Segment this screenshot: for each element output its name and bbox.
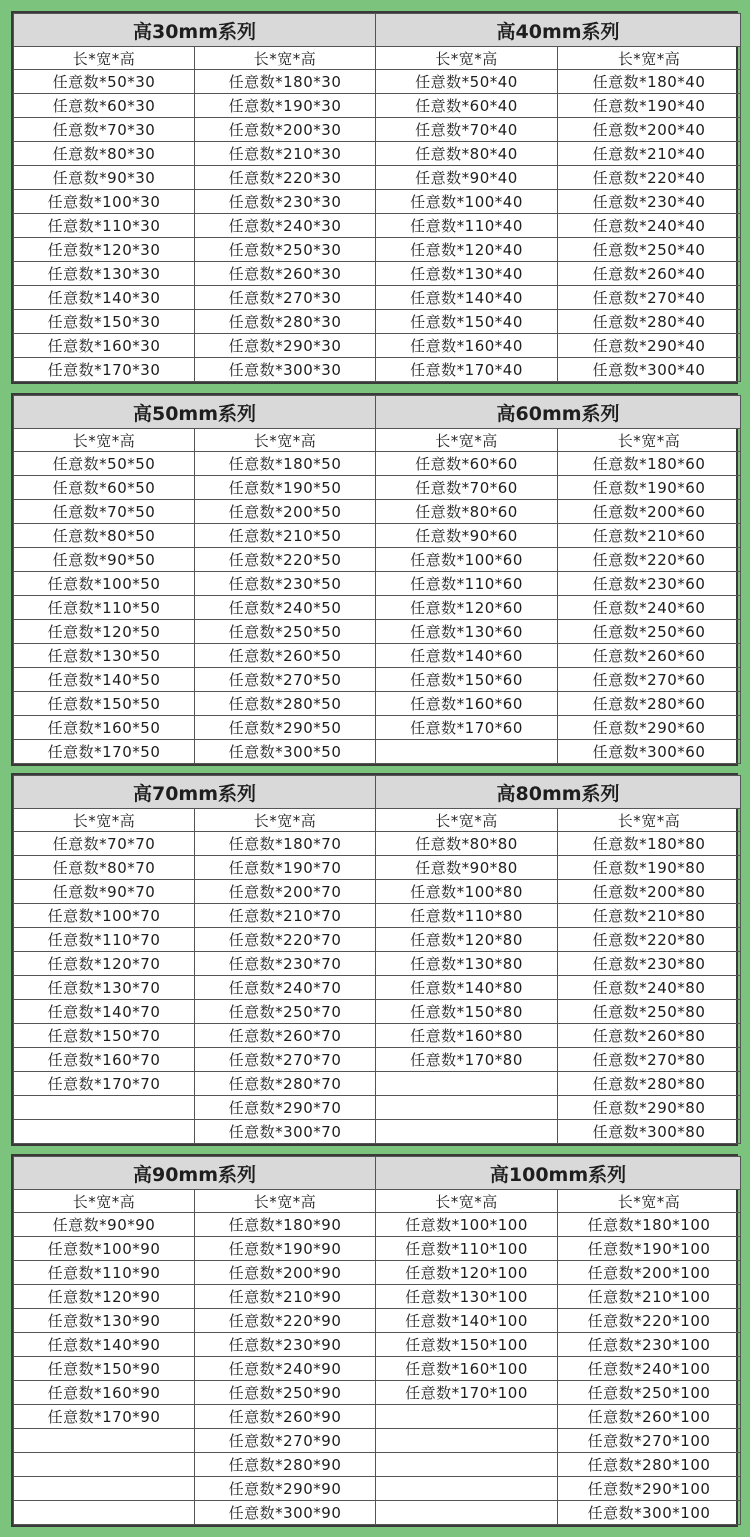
column-header: 长*宽*高 [14,47,195,70]
size-cell: 任意数*230*40 [558,190,741,214]
size-cell: 任意数*100*40 [376,190,558,214]
table-row [14,1261,741,1285]
size-cell: 任意数*120*100 [376,1261,558,1285]
size-cell: 任意数*150*50 [14,692,195,716]
size-cell: 任意数*210*30 [195,142,376,166]
size-cell: 任意数*200*50 [195,500,376,524]
series-title: 高30mm系列 [14,14,376,47]
size-cell: 任意数*290*50 [195,716,376,740]
size-cell: 任意数*300*70 [195,1120,376,1144]
size-cell: 任意数*220*30 [195,166,376,190]
size-cell: 任意数*160*70 [14,1048,195,1072]
size-cell: 任意数*230*90 [195,1333,376,1357]
size-cell: 任意数*210*40 [558,142,741,166]
size-cell: 任意数*90*80 [376,856,558,880]
size-cell [14,1096,195,1120]
size-cell: 任意数*230*80 [558,952,741,976]
size-cell: 任意数*200*70 [195,880,376,904]
size-cell: 任意数*100*90 [14,1237,195,1261]
size-cell: 任意数*260*50 [195,644,376,668]
size-cell: 任意数*290*40 [558,334,741,358]
size-cell: 任意数*140*30 [14,286,195,310]
table-row [14,1333,741,1357]
size-cell: 任意数*270*40 [558,286,741,310]
size-cell: 任意数*220*80 [558,928,741,952]
column-header: 长*宽*高 [195,429,376,452]
table-row [14,334,741,358]
size-cell: 任意数*130*40 [376,262,558,286]
column-header: 长*宽*高 [14,1190,195,1213]
size-cell: 任意数*290*60 [558,716,741,740]
size-cell: 任意数*250*90 [195,1381,376,1405]
table-row [14,904,741,928]
size-cell: 任意数*100*60 [376,548,558,572]
column-header: 长*宽*高 [14,429,195,452]
size-cell [14,1477,195,1501]
size-cell: 任意数*70*40 [376,118,558,142]
size-cell: 任意数*190*100 [558,1237,741,1261]
size-cell: 任意数*260*70 [195,1024,376,1048]
size-cell: 任意数*90*30 [14,166,195,190]
size-cell: 任意数*90*60 [376,524,558,548]
size-cell: 任意数*210*70 [195,904,376,928]
size-cell: 任意数*230*70 [195,952,376,976]
size-cell: 任意数*280*90 [195,1453,376,1477]
size-cell: 任意数*140*90 [14,1333,195,1357]
size-cell: 任意数*280*30 [195,310,376,334]
size-cell: 任意数*250*100 [558,1381,741,1405]
size-cell: 任意数*240*50 [195,596,376,620]
size-cell: 任意数*300*30 [195,358,376,382]
size-cell: 任意数*260*90 [195,1405,376,1429]
size-cell: 任意数*190*60 [558,476,741,500]
column-header: 长*宽*高 [558,47,741,70]
table-row [14,70,741,94]
size-cell: 任意数*120*70 [14,952,195,976]
size-cell: 任意数*160*90 [14,1381,195,1405]
size-cell: 任意数*70*30 [14,118,195,142]
size-cell: 任意数*60*30 [14,94,195,118]
size-cell: 任意数*300*40 [558,358,741,382]
column-header: 长*宽*高 [376,809,558,832]
size-cell: 任意数*170*50 [14,740,195,764]
size-cell: 任意数*220*70 [195,928,376,952]
size-cell: 任意数*180*80 [558,832,741,856]
size-cell: 任意数*300*100 [558,1501,741,1525]
size-cell: 任意数*210*50 [195,524,376,548]
size-cell: 任意数*50*40 [376,70,558,94]
table-row [14,452,741,476]
size-cell: 任意数*240*80 [558,976,741,1000]
size-cell [376,1501,558,1525]
size-cell: 任意数*120*80 [376,928,558,952]
size-cell: 任意数*140*50 [14,668,195,692]
table-row [14,668,741,692]
size-cell: 任意数*260*30 [195,262,376,286]
size-cell: 任意数*270*80 [558,1048,741,1072]
table-row [14,262,741,286]
table-row [14,644,741,668]
size-cell: 任意数*170*80 [376,1048,558,1072]
size-cell: 任意数*280*50 [195,692,376,716]
table-row [14,286,741,310]
size-cell: 任意数*260*40 [558,262,741,286]
size-cell: 任意数*240*70 [195,976,376,1000]
size-cell: 任意数*190*90 [195,1237,376,1261]
table-row [14,118,741,142]
table-row [14,596,741,620]
table-row [14,1381,741,1405]
size-cell: 任意数*220*50 [195,548,376,572]
size-cell: 任意数*220*100 [558,1309,741,1333]
size-cell: 任意数*130*90 [14,1309,195,1333]
size-cell: 任意数*180*70 [195,832,376,856]
size-cell: 任意数*170*90 [14,1405,195,1429]
size-cell: 任意数*210*60 [558,524,741,548]
size-cell: 任意数*140*70 [14,1000,195,1024]
size-cell: 任意数*170*100 [376,1381,558,1405]
series-title: 高60mm系列 [376,396,741,429]
table-row [14,238,741,262]
size-cell: 任意数*150*80 [376,1000,558,1024]
series-title: 高90mm系列 [14,1157,376,1190]
series-block-4 [11,1154,738,1527]
table-row [14,1072,741,1096]
size-cell: 任意数*110*60 [376,572,558,596]
table-row [14,142,741,166]
size-cell: 任意数*160*30 [14,334,195,358]
size-cell: 任意数*170*70 [14,1072,195,1096]
size-cell: 任意数*180*100 [558,1213,741,1237]
size-cell: 任意数*150*100 [376,1333,558,1357]
size-cell: 任意数*250*80 [558,1000,741,1024]
size-cell: 任意数*220*60 [558,548,741,572]
size-cell: 任意数*80*40 [376,142,558,166]
size-cell: 任意数*250*30 [195,238,376,262]
size-cell: 任意数*180*60 [558,452,741,476]
size-cell: 任意数*80*80 [376,832,558,856]
size-cell: 任意数*280*40 [558,310,741,334]
size-cell: 任意数*150*70 [14,1024,195,1048]
table-row [14,1237,741,1261]
size-cell: 任意数*100*70 [14,904,195,928]
table-row [14,1213,741,1237]
size-cell: 任意数*110*100 [376,1237,558,1261]
size-cell: 任意数*90*50 [14,548,195,572]
size-cell: 任意数*150*60 [376,668,558,692]
size-cell: 任意数*130*70 [14,976,195,1000]
table-row [14,166,741,190]
size-cell: 任意数*200*60 [558,500,741,524]
table-row [14,476,741,500]
table-row [14,358,741,382]
size-cell: 任意数*180*30 [195,70,376,94]
size-cell: 任意数*270*90 [195,1429,376,1453]
table-row [14,692,741,716]
column-header: 长*宽*高 [195,809,376,832]
size-cell: 任意数*120*40 [376,238,558,262]
table-row [14,1285,741,1309]
size-cell: 任意数*300*60 [558,740,741,764]
size-cell: 任意数*190*70 [195,856,376,880]
table-row [14,1429,741,1453]
column-header: 长*宽*高 [376,1190,558,1213]
size-cell: 任意数*220*40 [558,166,741,190]
size-cell [376,1405,558,1429]
size-cell: 任意数*290*70 [195,1096,376,1120]
table-row [14,214,741,238]
size-cell: 任意数*280*70 [195,1072,376,1096]
size-cell: 任意数*90*40 [376,166,558,190]
size-cell: 任意数*240*100 [558,1357,741,1381]
column-header: 长*宽*高 [558,809,741,832]
size-cell: 任意数*250*40 [558,238,741,262]
size-cell: 任意数*50*50 [14,452,195,476]
table-row [14,1453,741,1477]
size-cell: 任意数*80*70 [14,856,195,880]
size-cell: 任意数*200*30 [195,118,376,142]
size-cell [14,1501,195,1525]
series-table [13,775,741,1144]
size-cell: 任意数*160*40 [376,334,558,358]
size-cell: 任意数*200*90 [195,1261,376,1285]
table-row [14,1405,741,1429]
size-cell: 任意数*290*80 [558,1096,741,1120]
table-row [14,310,741,334]
series-title: 高100mm系列 [376,1157,741,1190]
size-cell: 任意数*80*50 [14,524,195,548]
size-cell: 任意数*190*40 [558,94,741,118]
size-cell: 任意数*210*100 [558,1285,741,1309]
column-header: 长*宽*高 [376,47,558,70]
size-cell: 任意数*240*30 [195,214,376,238]
size-cell: 任意数*230*50 [195,572,376,596]
size-cell: 任意数*210*90 [195,1285,376,1309]
column-header: 长*宽*高 [558,429,741,452]
table-row [14,1120,741,1144]
series-block-3 [11,773,738,1146]
size-cell: 任意数*230*100 [558,1333,741,1357]
table-row [14,1477,741,1501]
size-cell: 任意数*290*100 [558,1477,741,1501]
size-cell: 任意数*240*60 [558,596,741,620]
table-row [14,740,741,764]
size-cell: 任意数*280*80 [558,1072,741,1096]
size-cell: 任意数*180*90 [195,1213,376,1237]
size-cell [376,1477,558,1501]
size-cell: 任意数*190*30 [195,94,376,118]
size-cell: 任意数*160*80 [376,1024,558,1048]
size-cell [14,1120,195,1144]
size-cell: 任意数*240*40 [558,214,741,238]
size-cell: 任意数*190*50 [195,476,376,500]
size-cell: 任意数*110*50 [14,596,195,620]
size-cell: 任意数*250*50 [195,620,376,644]
size-cell: 任意数*110*90 [14,1261,195,1285]
size-cell: 任意数*70*70 [14,832,195,856]
size-cell: 任意数*260*100 [558,1405,741,1429]
column-header: 长*宽*高 [195,1190,376,1213]
size-cell: 任意数*280*100 [558,1453,741,1477]
size-cell: 任意数*100*100 [376,1213,558,1237]
table-row [14,620,741,644]
size-cell: 任意数*70*50 [14,500,195,524]
series-block-1 [11,11,738,384]
size-cell: 任意数*70*60 [376,476,558,500]
size-cell [376,740,558,764]
table-row [14,1024,741,1048]
size-cell: 任意数*90*90 [14,1213,195,1237]
table-row [14,1096,741,1120]
size-cell: 任意数*300*90 [195,1501,376,1525]
table-row [14,94,741,118]
size-cell [376,1429,558,1453]
series-table [13,1156,741,1525]
table-row [14,1501,741,1525]
size-cell: 任意数*160*100 [376,1357,558,1381]
size-cell: 任意数*160*60 [376,692,558,716]
size-cell: 任意数*200*100 [558,1261,741,1285]
size-cell [376,1120,558,1144]
table-row [14,548,741,572]
size-cell: 任意数*100*50 [14,572,195,596]
size-cell: 任意数*140*80 [376,976,558,1000]
size-cell: 任意数*300*80 [558,1120,741,1144]
table-row [14,832,741,856]
size-cell: 任意数*270*30 [195,286,376,310]
column-header: 长*宽*高 [195,47,376,70]
size-cell: 任意数*120*60 [376,596,558,620]
size-cell [376,1096,558,1120]
size-cell: 任意数*250*70 [195,1000,376,1024]
table-row [14,856,741,880]
size-cell: 任意数*290*30 [195,334,376,358]
size-cell: 任意数*150*30 [14,310,195,334]
table-row [14,500,741,524]
size-cell: 任意数*260*60 [558,644,741,668]
size-cell: 任意数*230*30 [195,190,376,214]
size-cell: 任意数*130*80 [376,952,558,976]
size-cell: 任意数*150*90 [14,1357,195,1381]
size-cell: 任意数*60*40 [376,94,558,118]
size-cell: 任意数*270*70 [195,1048,376,1072]
size-cell: 任意数*290*90 [195,1477,376,1501]
size-cell: 任意数*130*60 [376,620,558,644]
size-cell [376,1453,558,1477]
table-row [14,716,741,740]
size-cell: 任意数*250*60 [558,620,741,644]
size-cell: 任意数*200*40 [558,118,741,142]
size-cell: 任意数*100*30 [14,190,195,214]
size-cell: 任意数*260*80 [558,1024,741,1048]
table-row [14,928,741,952]
size-cell: 任意数*140*40 [376,286,558,310]
size-cell: 任意数*130*30 [14,262,195,286]
table-row [14,1000,741,1024]
size-cell: 任意数*270*60 [558,668,741,692]
series-title: 高40mm系列 [376,14,741,47]
size-cell: 任意数*80*60 [376,500,558,524]
size-cell: 任意数*180*50 [195,452,376,476]
table-row [14,572,741,596]
size-cell: 任意数*190*80 [558,856,741,880]
size-cell: 任意数*280*60 [558,692,741,716]
size-cell: 任意数*120*30 [14,238,195,262]
size-cell: 任意数*170*40 [376,358,558,382]
size-cell: 任意数*150*40 [376,310,558,334]
size-cell: 任意数*90*70 [14,880,195,904]
column-header: 长*宽*高 [376,429,558,452]
size-cell: 任意数*110*80 [376,904,558,928]
size-cell: 任意数*140*100 [376,1309,558,1333]
table-row [14,1309,741,1333]
size-cell: 任意数*170*30 [14,358,195,382]
size-cell: 任意数*80*30 [14,142,195,166]
size-cell: 任意数*120*90 [14,1285,195,1309]
size-cell: 任意数*170*60 [376,716,558,740]
series-block-2 [11,393,738,766]
size-cell: 任意数*130*100 [376,1285,558,1309]
size-cell: 任意数*110*70 [14,928,195,952]
table-row [14,524,741,548]
table-row [14,1357,741,1381]
size-cell: 任意数*140*60 [376,644,558,668]
size-cell [14,1453,195,1477]
size-cell: 任意数*110*40 [376,214,558,238]
size-cell: 任意数*110*30 [14,214,195,238]
table-row [14,190,741,214]
size-cell: 任意数*100*80 [376,880,558,904]
size-cell: 任意数*60*50 [14,476,195,500]
size-cell [376,1072,558,1096]
size-cell: 任意数*230*60 [558,572,741,596]
size-cell: 任意数*50*30 [14,70,195,94]
series-title: 高50mm系列 [14,396,376,429]
column-header: 长*宽*高 [558,1190,741,1213]
column-header: 长*宽*高 [14,809,195,832]
size-cell: 任意数*220*90 [195,1309,376,1333]
table-row [14,1048,741,1072]
size-cell [14,1429,195,1453]
series-table [13,13,741,382]
size-cell: 任意数*240*90 [195,1357,376,1381]
size-cell: 任意数*120*50 [14,620,195,644]
size-cell: 任意数*270*100 [558,1429,741,1453]
series-title: 高80mm系列 [376,776,741,809]
series-title: 高70mm系列 [14,776,376,809]
size-cell: 任意数*160*50 [14,716,195,740]
table-row [14,880,741,904]
size-cell: 任意数*270*50 [195,668,376,692]
table-row [14,976,741,1000]
table-row [14,952,741,976]
size-cell: 任意数*60*60 [376,452,558,476]
size-cell: 任意数*130*50 [14,644,195,668]
series-table [13,395,741,764]
size-cell: 任意数*210*80 [558,904,741,928]
size-cell: 任意数*300*50 [195,740,376,764]
size-cell: 任意数*180*40 [558,70,741,94]
size-cell: 任意数*200*80 [558,880,741,904]
